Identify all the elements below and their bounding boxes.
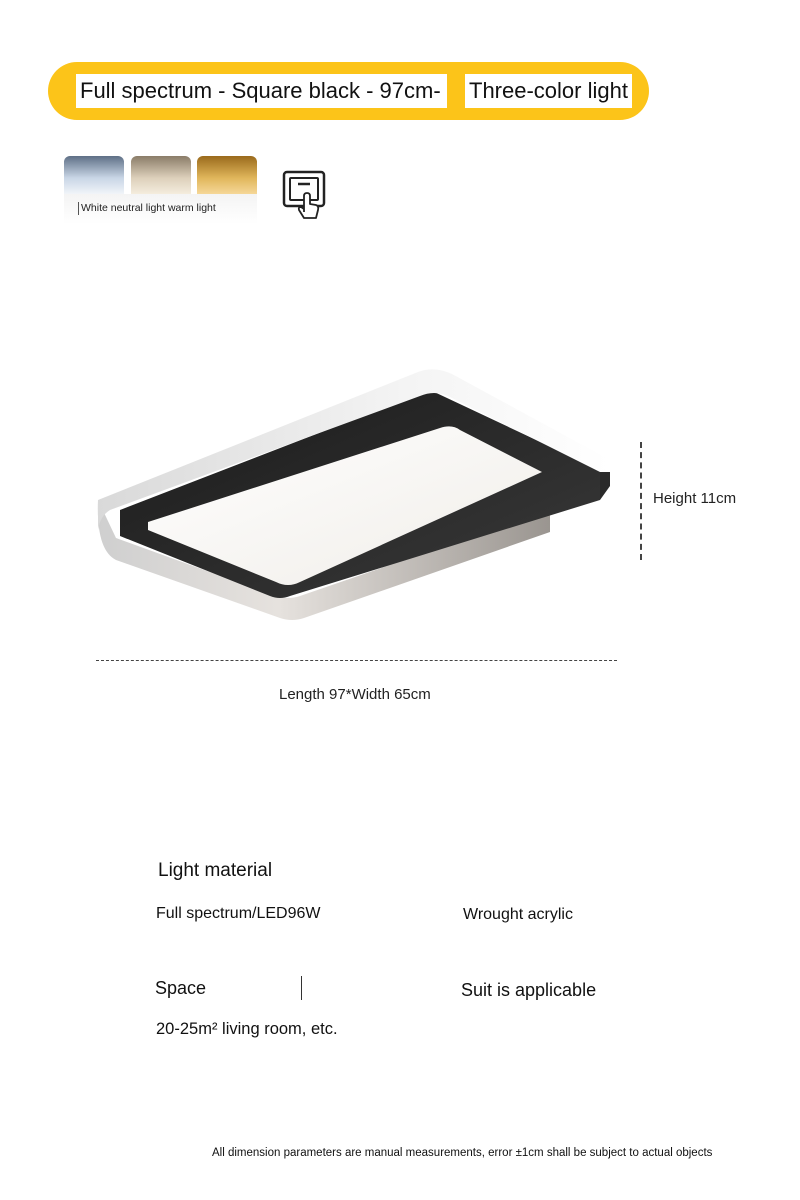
swatch-neutral-light [131,156,191,196]
space-value: 20-25m² living room, etc. [156,1020,338,1038]
length-dimension-line [96,660,617,661]
divider [301,976,302,1000]
banner-title-part2: Three-color light [465,74,632,108]
suit-applicable-heading: Suit is applicable [461,980,597,1000]
wall-switch-touch-icon [282,170,328,222]
color-options-label: White neutral light warm light [78,202,216,215]
length-width-label: Length 97*Width 65cm [279,686,431,703]
light-source-value: Full spectrum/LED96W [156,905,321,922]
swatch-warm-light [197,156,257,196]
banner-title-part1: Full spectrum - Square black - 97cm- [76,74,447,108]
measurement-footnote: All dimension parameters are manual measurements, error ±1cm shall be subject to actual objects [212,1147,713,1159]
swatch-white-light [64,156,124,196]
height-dimension-line [640,442,642,560]
ceiling-lamp-illustration [80,360,620,640]
light-material-heading: Light material [158,860,273,881]
title-banner [48,62,649,120]
height-label: Height 11cm [653,490,737,507]
space-heading: Space [155,978,207,998]
material-value: Wrought acrylic [463,906,573,923]
